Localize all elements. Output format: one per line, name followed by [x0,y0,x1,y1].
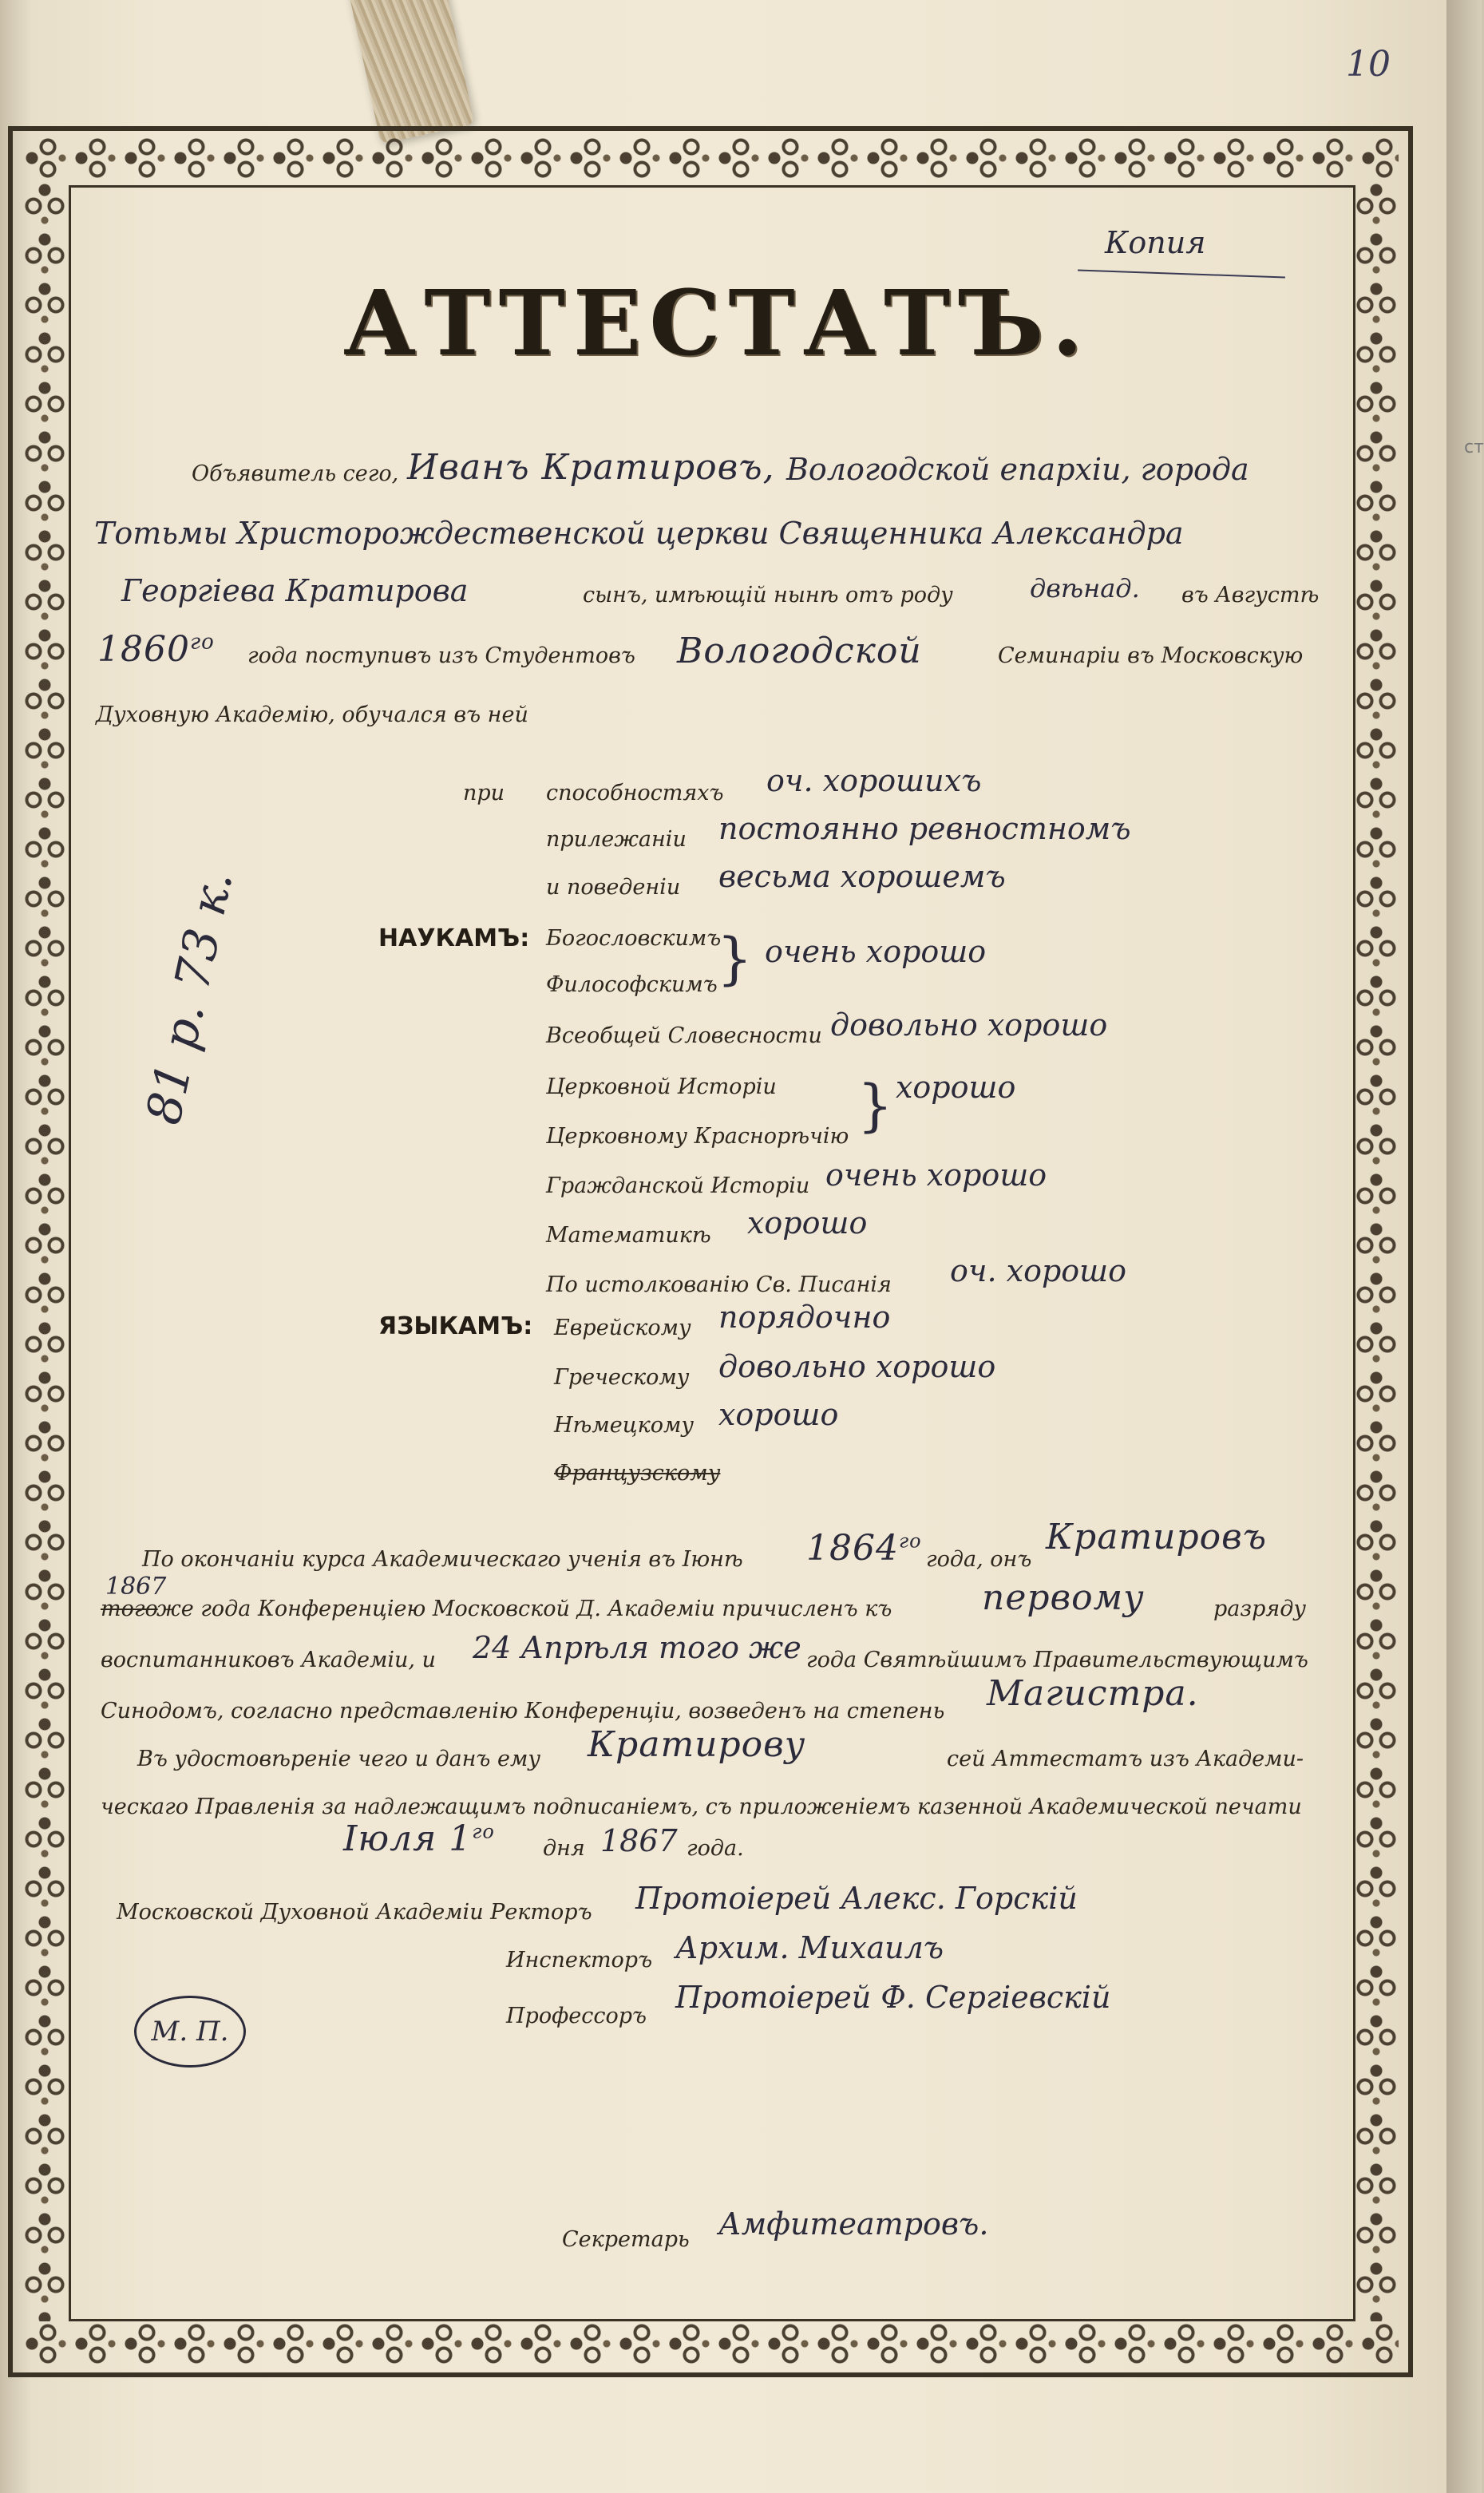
graduation-year-suffix: го [898,1529,922,1553]
science-grade: очень хорошо [825,1157,1047,1193]
signature-name: Протоіерей Ф. Сергіевскій [675,1980,1111,2015]
entry-year-suffix: го [189,630,215,655]
degree: Магистра. [987,1673,1199,1714]
language-name-struck: Французскому [554,1461,721,1486]
intro-text: года поступивъ изъ Студентовъ [247,643,635,668]
science-name: По истолкованію Св. Писанія [546,1272,892,1297]
issue-year: 1867 [600,1823,678,1858]
languages-heading: ЯЗЫКАМЪ: [378,1312,533,1340]
student-surname: Кратирову [588,1724,806,1765]
language-grade: порядочно [718,1300,891,1335]
issue-day: Іюля $1^{го}$ [343,1818,495,1859]
science-grade: довольно хорошо [830,1007,1108,1043]
intro-text: въ Августѣ [1181,583,1320,607]
intro-text: Семинаріи въ Московскую [998,643,1304,668]
language-name: Еврейскому [554,1316,691,1340]
conclusion-text: года Святѣйшимъ Правительствующимъ [806,1648,1308,1672]
language-grade: хорошо [718,1397,839,1432]
margin-annotation: 81 р. 73 к. [136,865,244,1130]
grade-brace: } [717,926,753,991]
language-name: Нѣмецкому [554,1413,694,1438]
adjacent-page-text: ст [1464,437,1484,457]
entry-year: $1860^{го}$ [97,629,215,670]
science-grade: хорошо [747,1205,868,1241]
science-grade: хорошо [896,1070,1016,1105]
quality-label: при [463,781,505,805]
grade-brace: } [857,1073,893,1138]
student-surname: Кратировъ [1046,1517,1268,1557]
church-line: Тотьмы Христорождественской церкви Священника Александра [94,516,1184,551]
quality-value: оч. хорошихъ [766,763,982,798]
father-name: Георгіева Кратирова [121,573,469,608]
struck-word: того [101,1597,158,1621]
intro-text: сынъ, имѣющій нынѣ отъ роду [583,583,953,607]
quality-value: весьма хорошемъ [718,859,1006,894]
quality-value: постоянно ревностномъ [718,811,1131,846]
science-name: Церковной Исторіи [546,1074,777,1099]
science-name: Всеобщей Словесности [546,1023,822,1048]
synod-date: 24 Апрѣля того же [473,1630,801,1665]
rank: первому [982,1577,1145,1618]
signature-role: Профессоръ [506,2004,647,2028]
seminary-name: Вологодской [677,631,922,671]
document-title: АТТЕСТАТЪ. [343,271,1091,376]
conclusion-text: Синодомъ, согласно представленію Конференціи, возведенъ на степень [101,1699,945,1723]
signature-role: Инспекторъ [506,1948,653,1973]
signature-name: Архим. Михаилъ [675,1930,944,1965]
seal-mark: М. П. [134,1996,246,2068]
science-name: Философскимъ [546,972,718,997]
adjacent-page-strip [1446,0,1482,2493]
conclusion-text: дня [543,1836,585,1861]
language-name: Греческому [554,1365,690,1390]
conclusion-text: По окончаніи курса Академическаго ученія въ Іюнѣ [142,1547,743,1572]
quality-label: прилежаніи [546,827,687,852]
conclusion-text: ческаго Правленія за надлежащимъ подписаніемъ, съ приложеніемъ казенной Академической печати [101,1795,1302,1819]
sciences-heading: НАУКАМЪ: [378,924,530,952]
language-grade: довольно хорошо [718,1349,996,1384]
secretary-name: Амфитеатровъ. [718,2206,989,2242]
science-name: Гражданской Исторіи [546,1173,810,1198]
student-name: Иванъ Кратировъ, [407,447,775,488]
diocese: Вологодской епархіи, города [786,452,1249,487]
conclusion-text: воспитанниковъ Академіи, и [101,1648,436,1672]
conclusion-text: сей Аттестатъ изъ Академи- [947,1747,1304,1771]
quality-label: способностяхъ [546,781,724,805]
science-name: Богословскимъ [546,926,722,951]
quality-label: и поведеніи [546,875,681,900]
conclusion-text: года, онъ [926,1547,1032,1572]
science-name: Церковному Краснорѣчію [546,1124,849,1149]
inserted-year: 1867 [105,1573,167,1601]
science-name: Математикѣ [546,1223,711,1248]
ornament-bottom [22,2321,1399,2366]
issue-day-suffix: го [472,1820,495,1843]
intro-text: Духовную Академію, обучался въ ней [96,702,528,727]
signature-name: Протоіерей Алекс. Горскій [635,1881,1078,1916]
signature-role: Московской Духовной Академіи Ректоръ [117,1900,592,1925]
page-number: 10 [1346,44,1391,85]
conclusion-text: же года Конференціею Московской Д. Академіи причисленъ къ [156,1597,892,1621]
conclusion-text: Въ удостовѣреніе чего и данъ ему [137,1747,541,1771]
ornament-top [22,136,1399,180]
ornament-right [1354,180,1399,2321]
science-grade: оч. хорошо [950,1253,1127,1288]
science-grade: очень хорошо [765,934,987,969]
secretary-role: Секретарь [562,2227,690,2252]
age: двѣнад. [1030,573,1140,603]
conclusion-text: разряду [1213,1597,1307,1621]
intro-text: Объявитель сего, [192,461,399,486]
conclusion-text: года. [687,1836,744,1861]
copy-annotation: Копия [1105,225,1206,260]
ornament-left [22,180,67,2321]
graduation-year: $1864^{го}$ [806,1528,922,1569]
